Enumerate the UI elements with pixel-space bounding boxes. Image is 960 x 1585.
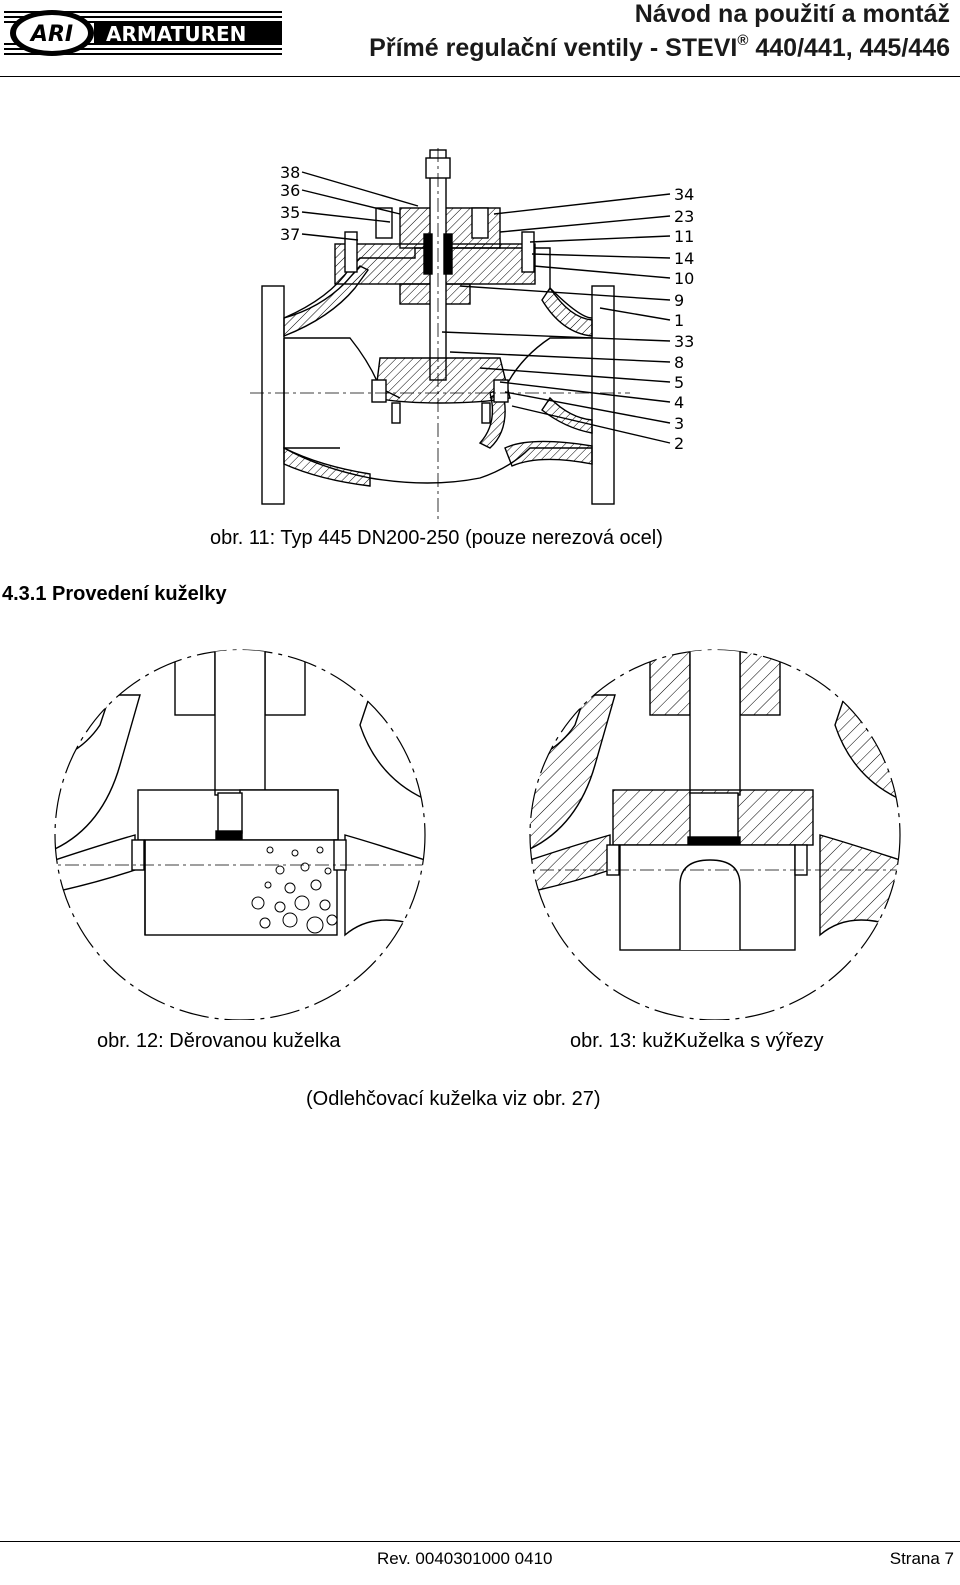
label-38: 38 xyxy=(280,163,301,182)
logo-text: ARI xyxy=(30,22,74,47)
figure-12-caption: obr. 12: Děrovanou kuželka xyxy=(97,1030,341,1052)
perforated-plug-drawing xyxy=(40,635,440,1020)
label-11: 11 xyxy=(674,227,695,246)
section-heading: 4.3.1 Provedení kuželky xyxy=(2,583,227,605)
label-14: 14 xyxy=(674,249,695,268)
label-5: 5 xyxy=(674,373,685,392)
valve-drawing xyxy=(250,148,710,520)
label-4: 4 xyxy=(674,393,685,412)
ari-armaturen-logo xyxy=(4,8,282,58)
label-37: 37 xyxy=(280,225,301,244)
relief-plug-note: (Odlehčovací kuželka viz obr. 27) xyxy=(306,1088,601,1110)
figure-11-valve-section xyxy=(250,148,710,520)
revision-number: Rev. 0040301000 0410 xyxy=(377,1549,553,1568)
page-number: Strana 7 xyxy=(889,1549,954,1568)
label-2: 2 xyxy=(674,434,685,453)
document-title: Návod na použití a montáž xyxy=(634,0,950,28)
label-1: 1 xyxy=(674,311,685,330)
label-34: 34 xyxy=(674,185,695,204)
footer-rule xyxy=(0,1541,960,1542)
label-10: 10 xyxy=(674,269,695,288)
figure-13-caption: obr. 13: kužKuželka s výřezy xyxy=(570,1030,824,1052)
subtitle-text: Přímé regulační ventily - STEVI xyxy=(369,34,738,62)
figure-13-slotted-plug xyxy=(515,635,915,1020)
label-9: 9 xyxy=(674,291,685,310)
header-rule xyxy=(0,76,960,77)
label-33: 33 xyxy=(674,332,695,351)
figure-12-perforated-plug xyxy=(40,635,440,1020)
label-35: 35 xyxy=(280,203,301,222)
document-subtitle xyxy=(369,34,950,63)
label-3: 3 xyxy=(674,414,685,433)
label-8: 8 xyxy=(674,353,685,372)
label-23: 23 xyxy=(674,207,695,226)
logo-brand: ARMATUREN xyxy=(106,22,247,46)
slotted-plug-drawing xyxy=(515,635,915,1020)
logo-graphic xyxy=(4,8,282,58)
figure-11-caption: obr. 11: Typ 445 DN200-250 (pouze nerezová ocel) xyxy=(210,527,663,549)
registered-mark: ® xyxy=(737,32,749,49)
label-36: 36 xyxy=(280,181,301,200)
subtitle-models: 440/441, 445/446 xyxy=(748,34,950,62)
